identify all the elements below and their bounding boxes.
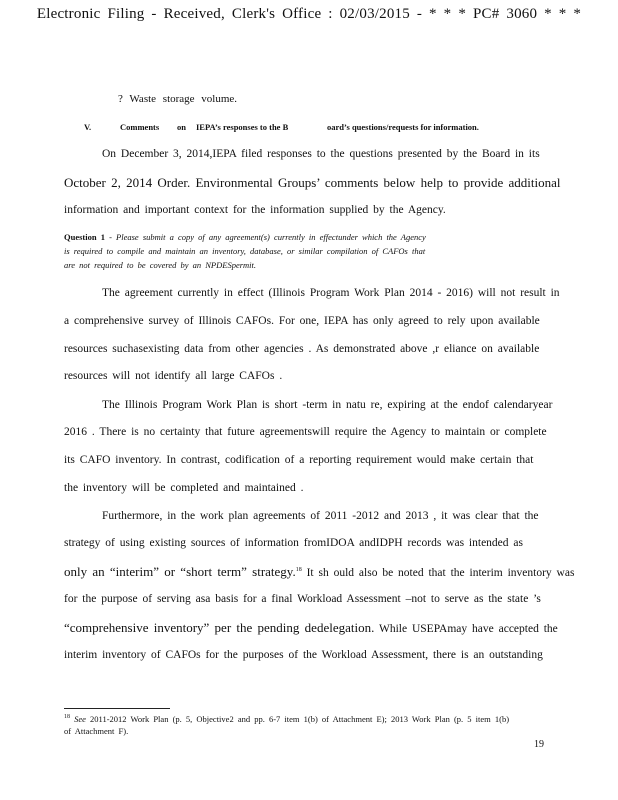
text-line: October 2, 2014 Order. Environmental Groups’ comments below help to provide additional [64, 175, 561, 190]
text-segment: While USEPAmay have accepted the [374, 623, 558, 635]
text-line: strategy of using existing sources of information fromIDOA andIDPH records was intended as [64, 537, 523, 549]
question-text: - Please submit a copy of any agreement(s) currently in effectunder which the Agency [109, 232, 426, 242]
text-line [64, 620, 558, 636]
question-label: Question 1 [64, 232, 105, 242]
emphasis-text: “comprehensive inventory” per the pending dedelegation. [64, 620, 375, 635]
emphasis-text: only an “interim” or “short term” strategy. [64, 564, 296, 579]
section-number: V. [84, 122, 92, 132]
question-line: is required to compile and maintain an inventory, database, or similar compilation of CAFOs that [64, 246, 426, 256]
text-line: resources will not identify all large CAFOs . [64, 370, 283, 382]
footnote-divider [64, 708, 170, 709]
text-line: interim inventory of CAFOs for the purposes of the Workload Assessment, there is an outstanding [64, 649, 543, 661]
text-line: its CAFO inventory. In contrast, codification of a reporting requirement would make certain that [64, 454, 534, 466]
text-line: 2016 . There is no certainty that future agreementswill require the Agency to maintain or complete [64, 426, 547, 438]
text-line: information and important context for the information supplied by the Agency. [64, 204, 446, 216]
text-segment: It sh ould also be noted that the interim inventory was [301, 567, 575, 579]
bullet-item: ? Waste storage volume. [118, 93, 238, 105]
footnote-number: 18 [64, 714, 70, 721]
footnote-text: 2011-2012 Work Plan (p. 5, Objective2 and pp. 6-7 item 1(b) of Attachment E); 2013 Work Plan (p. 5 item 1(b) [85, 714, 510, 724]
section-word: oard’s questions/requests for information. [327, 122, 479, 132]
text-line: a comprehensive survey of Illinois CAFOs. For one, IEPA has only agreed to rely upon available [64, 315, 540, 327]
section-word: IEPA’s responses to the B [196, 122, 289, 132]
text-line: Furthermore, in the work plan agreements of 2011 -2012 and 2013 , it was clear that the [102, 510, 539, 522]
text-line: On December 3, 2014,IEPA filed responses to the questions presented by the Board in its [102, 148, 540, 160]
footnote-reference[interactable]: 18 [295, 567, 302, 574]
question-line: are not required to be covered by an NPDESpermit. [64, 260, 257, 270]
footnote-line: of Attachment F). [64, 726, 129, 736]
footnote-see: See [74, 714, 86, 724]
section-word: Comments [120, 122, 160, 132]
text-line: resources suchasexisting data from other agencies . As demonstrated above ,r eliance on available [64, 343, 540, 355]
text-line: for the purpose of serving asa basis for a final Workload Assessment –not to serve as the state ’s [64, 593, 541, 605]
page-number: 19 [534, 739, 544, 750]
section-word: on [177, 122, 186, 132]
question-line [64, 232, 426, 242]
footnote-line [64, 714, 509, 724]
text-line: The Illinois Program Work Plan is short -term in natu re, expiring at the endof calendaryear [102, 399, 553, 411]
text-line: the inventory will be completed and maintained . [64, 482, 304, 494]
text-line [64, 564, 574, 580]
filing-header: Electronic Filing - Received, Clerk's Office : 02/03/2015 - * * * PC# 3060 * * * [36, 6, 582, 22]
text-line: The agreement currently in effect (Illinois Program Work Plan 2014 - 2016) will not result in [102, 287, 560, 299]
